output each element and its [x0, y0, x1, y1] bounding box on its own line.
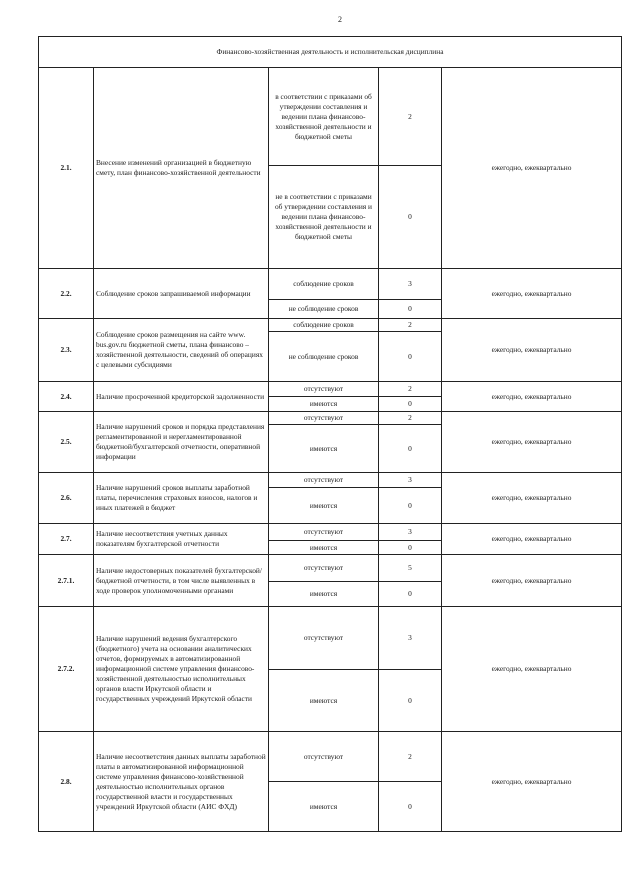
table-row [39, 68, 622, 166]
frequency: ежегодно, ежеквартально [442, 319, 622, 382]
row-number: 2.6. [39, 473, 94, 524]
criterion-score: 0 [379, 488, 442, 524]
section-title: Финансово-хозяйственная деятельность и исполнительская дисциплина [39, 37, 622, 68]
criterion-label: имеются [269, 670, 379, 732]
criterion-label: имеются [269, 582, 379, 607]
criterion-label: имеются [269, 425, 379, 473]
table-row [39, 269, 622, 300]
criteria-table [38, 36, 622, 832]
frequency: ежегодно, ежеквартально [442, 555, 622, 607]
indicator-name: Соблюдение сроков размещения на сайте www. bus.gov.ru бюджетной сметы, плана финансово – хозяйственной деятельности, сведений об операциях с целевыми субсидиями [94, 319, 269, 382]
indicator-name: Соблюдение сроков запрашиваемой информации [94, 269, 269, 319]
indicator-name: Наличие нарушений сроков и порядка представления регламентированной и нерегламентированной бюджетной/бухгалтерской отчетности, оперативной информации [94, 412, 269, 473]
table-row [39, 524, 622, 541]
criterion-label: не соблюдение сроков [269, 300, 379, 319]
row-number: 2.2. [39, 269, 94, 319]
criterion-score: 0 [379, 300, 442, 319]
criterion-score: 0 [379, 782, 442, 832]
row-number: 2.7.1. [39, 555, 94, 607]
indicator-name: Наличие просроченной кредиторской задолженности [94, 382, 269, 412]
criterion-score: 2 [379, 319, 442, 332]
criterion-score: 3 [379, 607, 442, 670]
criterion-label: имеются [269, 488, 379, 524]
frequency: ежегодно, ежеквартально [442, 732, 622, 832]
criterion-label: имеются [269, 782, 379, 832]
criterion-score: 5 [379, 555, 442, 582]
frequency: ежегодно, ежеквартально [442, 68, 622, 269]
criterion-label: соблюдение сроков [269, 269, 379, 300]
row-number: 2.1. [39, 68, 94, 269]
criterion-label: в соответствии с приказами об утверждении составления и ведении плана финансово-хозяйственной деятельности и бюджетной сметы [269, 68, 379, 166]
criterion-score: 2 [379, 382, 442, 397]
criterion-score: 2 [379, 412, 442, 425]
row-number: 2.4. [39, 382, 94, 412]
table-row [39, 412, 622, 425]
page-number: 2 [338, 15, 342, 24]
indicator-name: Наличие нарушений ведения бухгалтерского (бюджетного) учета на основании аналитических отчетов, формируемых в автоматизированной информационной системе управления финансово-хозяйственной деятельностью исполнительных органов власти Иркутской области и государственных учреждений Иркутской области [94, 607, 269, 732]
criterion-label: отсутствуют [269, 382, 379, 397]
frequency: ежегодно, ежеквартально [442, 412, 622, 473]
frequency: ежегодно, ежеквартально [442, 269, 622, 319]
criterion-label: имеются [269, 541, 379, 555]
indicator-name: Наличие недостоверных показателей бухгалтерской/бюджетной отчетности, в том числе выявленных в ходе проверок уполномоченными органами [94, 555, 269, 607]
indicator-name: Наличие несоответствия учетных данных показателям бухгалтерской отчетности [94, 524, 269, 555]
frequency: ежегодно, ежеквартально [442, 473, 622, 524]
criterion-score: 0 [379, 541, 442, 555]
frequency: ежегодно, ежеквартально [442, 382, 622, 412]
criterion-label: соблюдение сроков [269, 319, 379, 332]
criterion-label: отсутствуют [269, 607, 379, 670]
row-number: 2.3. [39, 319, 94, 382]
row-number: 2.7.2. [39, 607, 94, 732]
table-row [39, 607, 622, 670]
indicator-name: Внесение изменений организацией в бюджетную смету, план финансово-хозяйственной деятельности [94, 68, 269, 269]
criterion-score: 3 [379, 524, 442, 541]
table-row [39, 555, 622, 582]
frequency: ежегодно, ежеквартально [442, 524, 622, 555]
criterion-score: 0 [379, 397, 442, 412]
table-row [39, 319, 622, 332]
criterion-label: отсутствуют [269, 473, 379, 488]
criterion-score: 2 [379, 68, 442, 166]
criterion-label: отсутствуют [269, 732, 379, 782]
criterion-score: 0 [379, 670, 442, 732]
criterion-score: 3 [379, 269, 442, 300]
criterion-label: отсутствуют [269, 555, 379, 582]
table-row [39, 732, 622, 782]
criterion-label: имеются [269, 397, 379, 412]
indicator-name: Наличие несоответствия данных выплаты заработной платы в автоматизированной информационной системе управления финансово-хозяйственной деятельностью исполнительных органов государственной власти и государственных учреждений Иркутской области (АИС ФХД) [94, 732, 269, 832]
criterion-score: 0 [379, 166, 442, 269]
row-number: 2.8. [39, 732, 94, 832]
criterion-label: отсутствуют [269, 524, 379, 541]
table-row [39, 382, 622, 397]
table-row [39, 473, 622, 488]
criterion-score: 2 [379, 732, 442, 782]
row-number: 2.7. [39, 524, 94, 555]
criterion-label: не соблюдение сроков [269, 332, 379, 382]
criterion-score: 0 [379, 425, 442, 473]
criterion-label: не в соответствии с приказами об утверждении составления и ведении плана финансово-хозяйственной деятельности и бюджетной сметы [269, 166, 379, 269]
criterion-label: отсутствуют [269, 412, 379, 425]
indicator-name: Наличие нарушений сроков выплаты заработной платы, перечисления страховых взносов, налогов и иных платежей в бюджет [94, 473, 269, 524]
criterion-score: 0 [379, 582, 442, 607]
frequency: ежегодно, ежеквартально [442, 607, 622, 732]
section-header-row [39, 37, 622, 68]
row-number: 2.5. [39, 412, 94, 473]
criterion-score: 3 [379, 473, 442, 488]
criterion-score: 0 [379, 332, 442, 382]
